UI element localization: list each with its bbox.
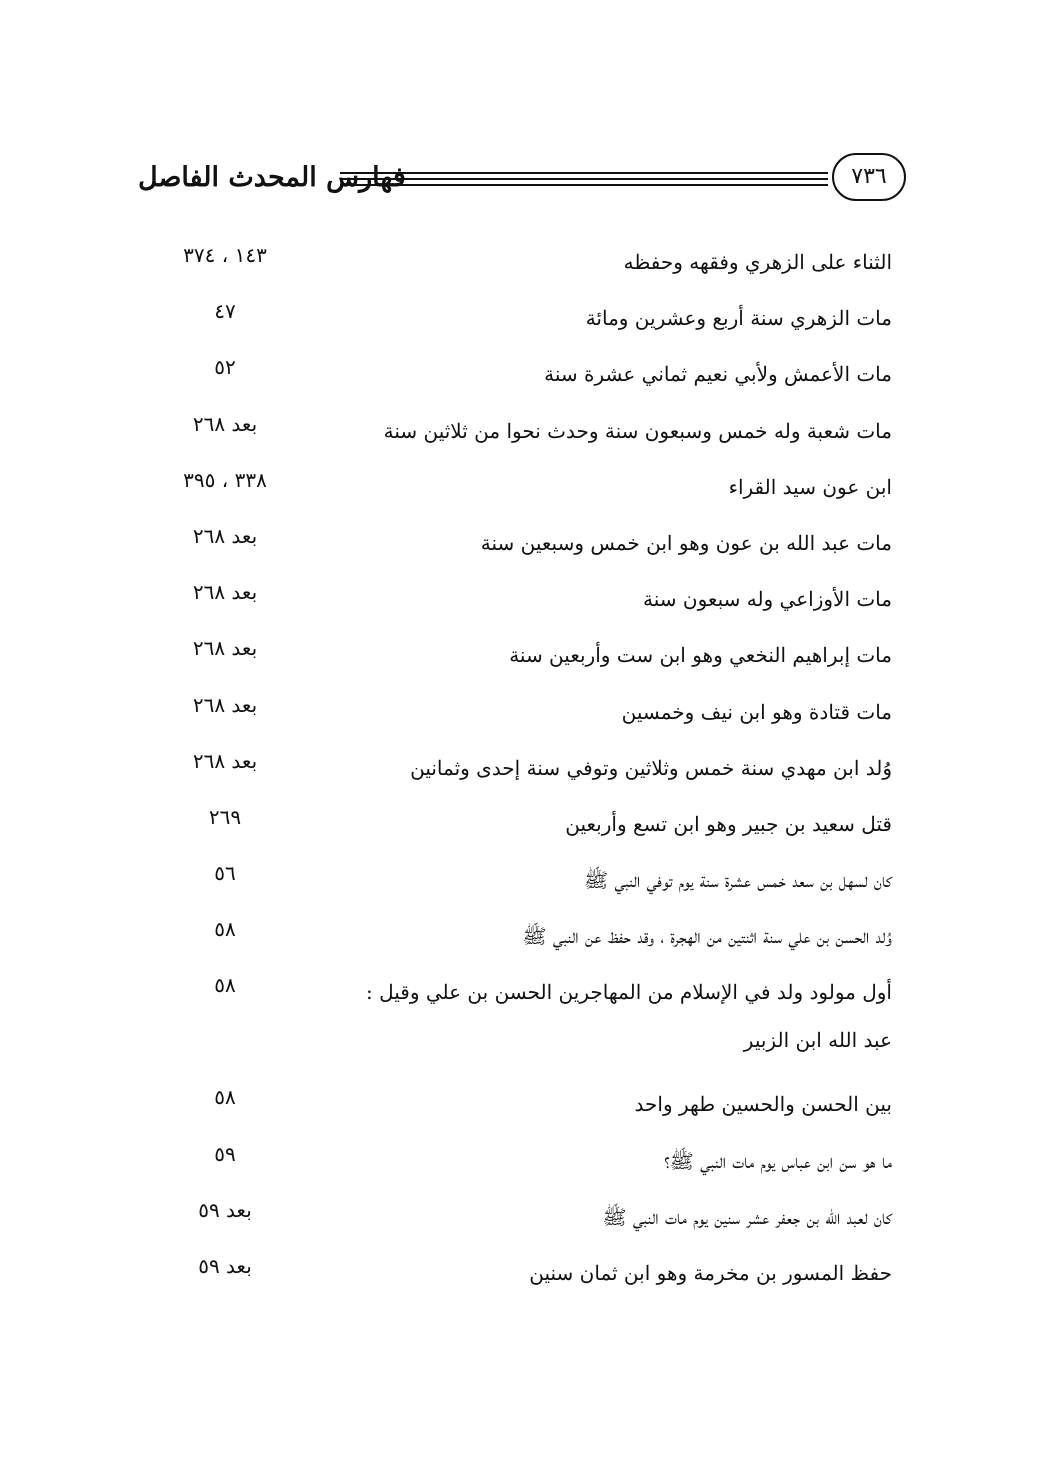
entry-page-ref: ٤٧ [214,299,236,324]
index-entry [150,1181,892,1237]
index-entry [150,788,892,844]
entry-page-ref: بعد ٢٦٨ [192,692,258,717]
header-rule [340,172,828,174]
running-title: فهارس المحدث الفاصل [138,162,406,193]
entry-text: وُلد الحسن بن علي سنة اثنتين من الهجرة ، وقد حفظ عن النبي ﷺ [522,924,892,949]
index-entry [150,1125,892,1181]
entry-text: أول مولود ولد في الإسلام من المهاجرين الحسن بن علي وقيل : عبد الله ابن الزبير [365,980,892,1053]
entry-text: مات إبراهيم النخعي وهو ابن ست وأربعين سنة [509,643,892,668]
entry-page-ref: ٣٣٨ ، ٣٩٥ [183,467,267,492]
entry-text: مات عبد الله بن عون وهو ابن خمس وسبعين سنة [480,530,892,555]
entry-page-ref: ٥٨ [214,1085,236,1110]
entry-text: مات الزهري سنة أربع وعشرين ومائة [585,306,892,331]
entry-page-ref: ٥٩ [214,1141,236,1166]
entry-page-ref: بعد ٢٦٨ [192,636,258,661]
entry-page-ref: بعد ٢٦٨ [192,748,258,773]
entry-text: ما هو سن ابن عباس يوم مات النبي ﷺ؟ [664,1148,892,1173]
entry-page-ref: بعد ٥٩ [198,1254,252,1278]
index-entry [150,956,892,1068]
index-entry [150,338,892,394]
index-entry [150,619,892,675]
index-entry [150,282,892,338]
header-rule [340,178,828,180]
entry-page-ref: ٥٦ [214,861,236,886]
entry-page-ref: بعد ٢٦٨ [192,580,258,605]
entry-page-ref: بعد ٢٦٨ [192,411,258,436]
index-entry [150,451,892,507]
index-entry [150,1237,892,1293]
entry-page-ref: ٥٨ [214,973,236,998]
entry-text: قتل سعيد بن جبير وهو ابن تسع وأربعين [565,811,892,836]
index-list [150,226,892,1293]
index-entry [150,732,892,788]
entry-page-ref: ٥٢ [214,355,236,380]
index-entry [150,395,892,451]
entry-text: مات شعبة وله خمس وسبعون سنة وحدث نحوا من ثلاثين سنة [383,418,892,443]
header-rule [340,184,828,186]
entry-text: مات الأعمش ولأبي نعيم ثماني عشرة سنة [544,362,892,387]
index-entry [150,900,892,956]
entry-text: وُلد ابن مهدي سنة خمس وثلاثين وتوفي سنة إحدى وثمانين [410,755,892,780]
index-entry [150,676,892,732]
index-entry [150,844,892,900]
index-entry [150,1068,892,1124]
entry-page-ref: بعد ٥٩ [198,1197,252,1222]
entry-page-ref: ٥٨ [214,917,236,942]
entry-text: حفظ المسور بن مخرمة وهو ابن ثمان سنين [529,1261,892,1285]
entry-text: ابن عون سيد القراء [728,474,892,499]
page-header [130,148,910,212]
index-entry [150,226,892,282]
entry-text: كان لسهل بن سعد خمس عشرة سنة يوم توفي النبي ﷺ [583,868,892,893]
entry-page-ref: ٢٦٩ [208,804,242,829]
index-entry [150,507,892,563]
entry-page-ref: ١٤٣ ، ٣٧٤ [183,243,267,267]
entry-text: مات قتادة وهو ابن نيف وخمسين [621,699,892,724]
page-number-badge: ٧٣٦ [832,153,906,201]
entry-text: مات الأوزاعي وله سبعون سنة [643,587,892,612]
entry-text: بين الحسن والحسين طهر واحد [634,1092,892,1117]
entry-page-ref: بعد ٢٦٨ [192,523,258,548]
entry-text: الثناء على الزهري وفقهه وحفظه [623,250,892,274]
index-entry [150,563,892,619]
entry-text: كان لعبد الله بن جعفر عشر سنين يوم مات النبي ﷺ [602,1204,892,1229]
